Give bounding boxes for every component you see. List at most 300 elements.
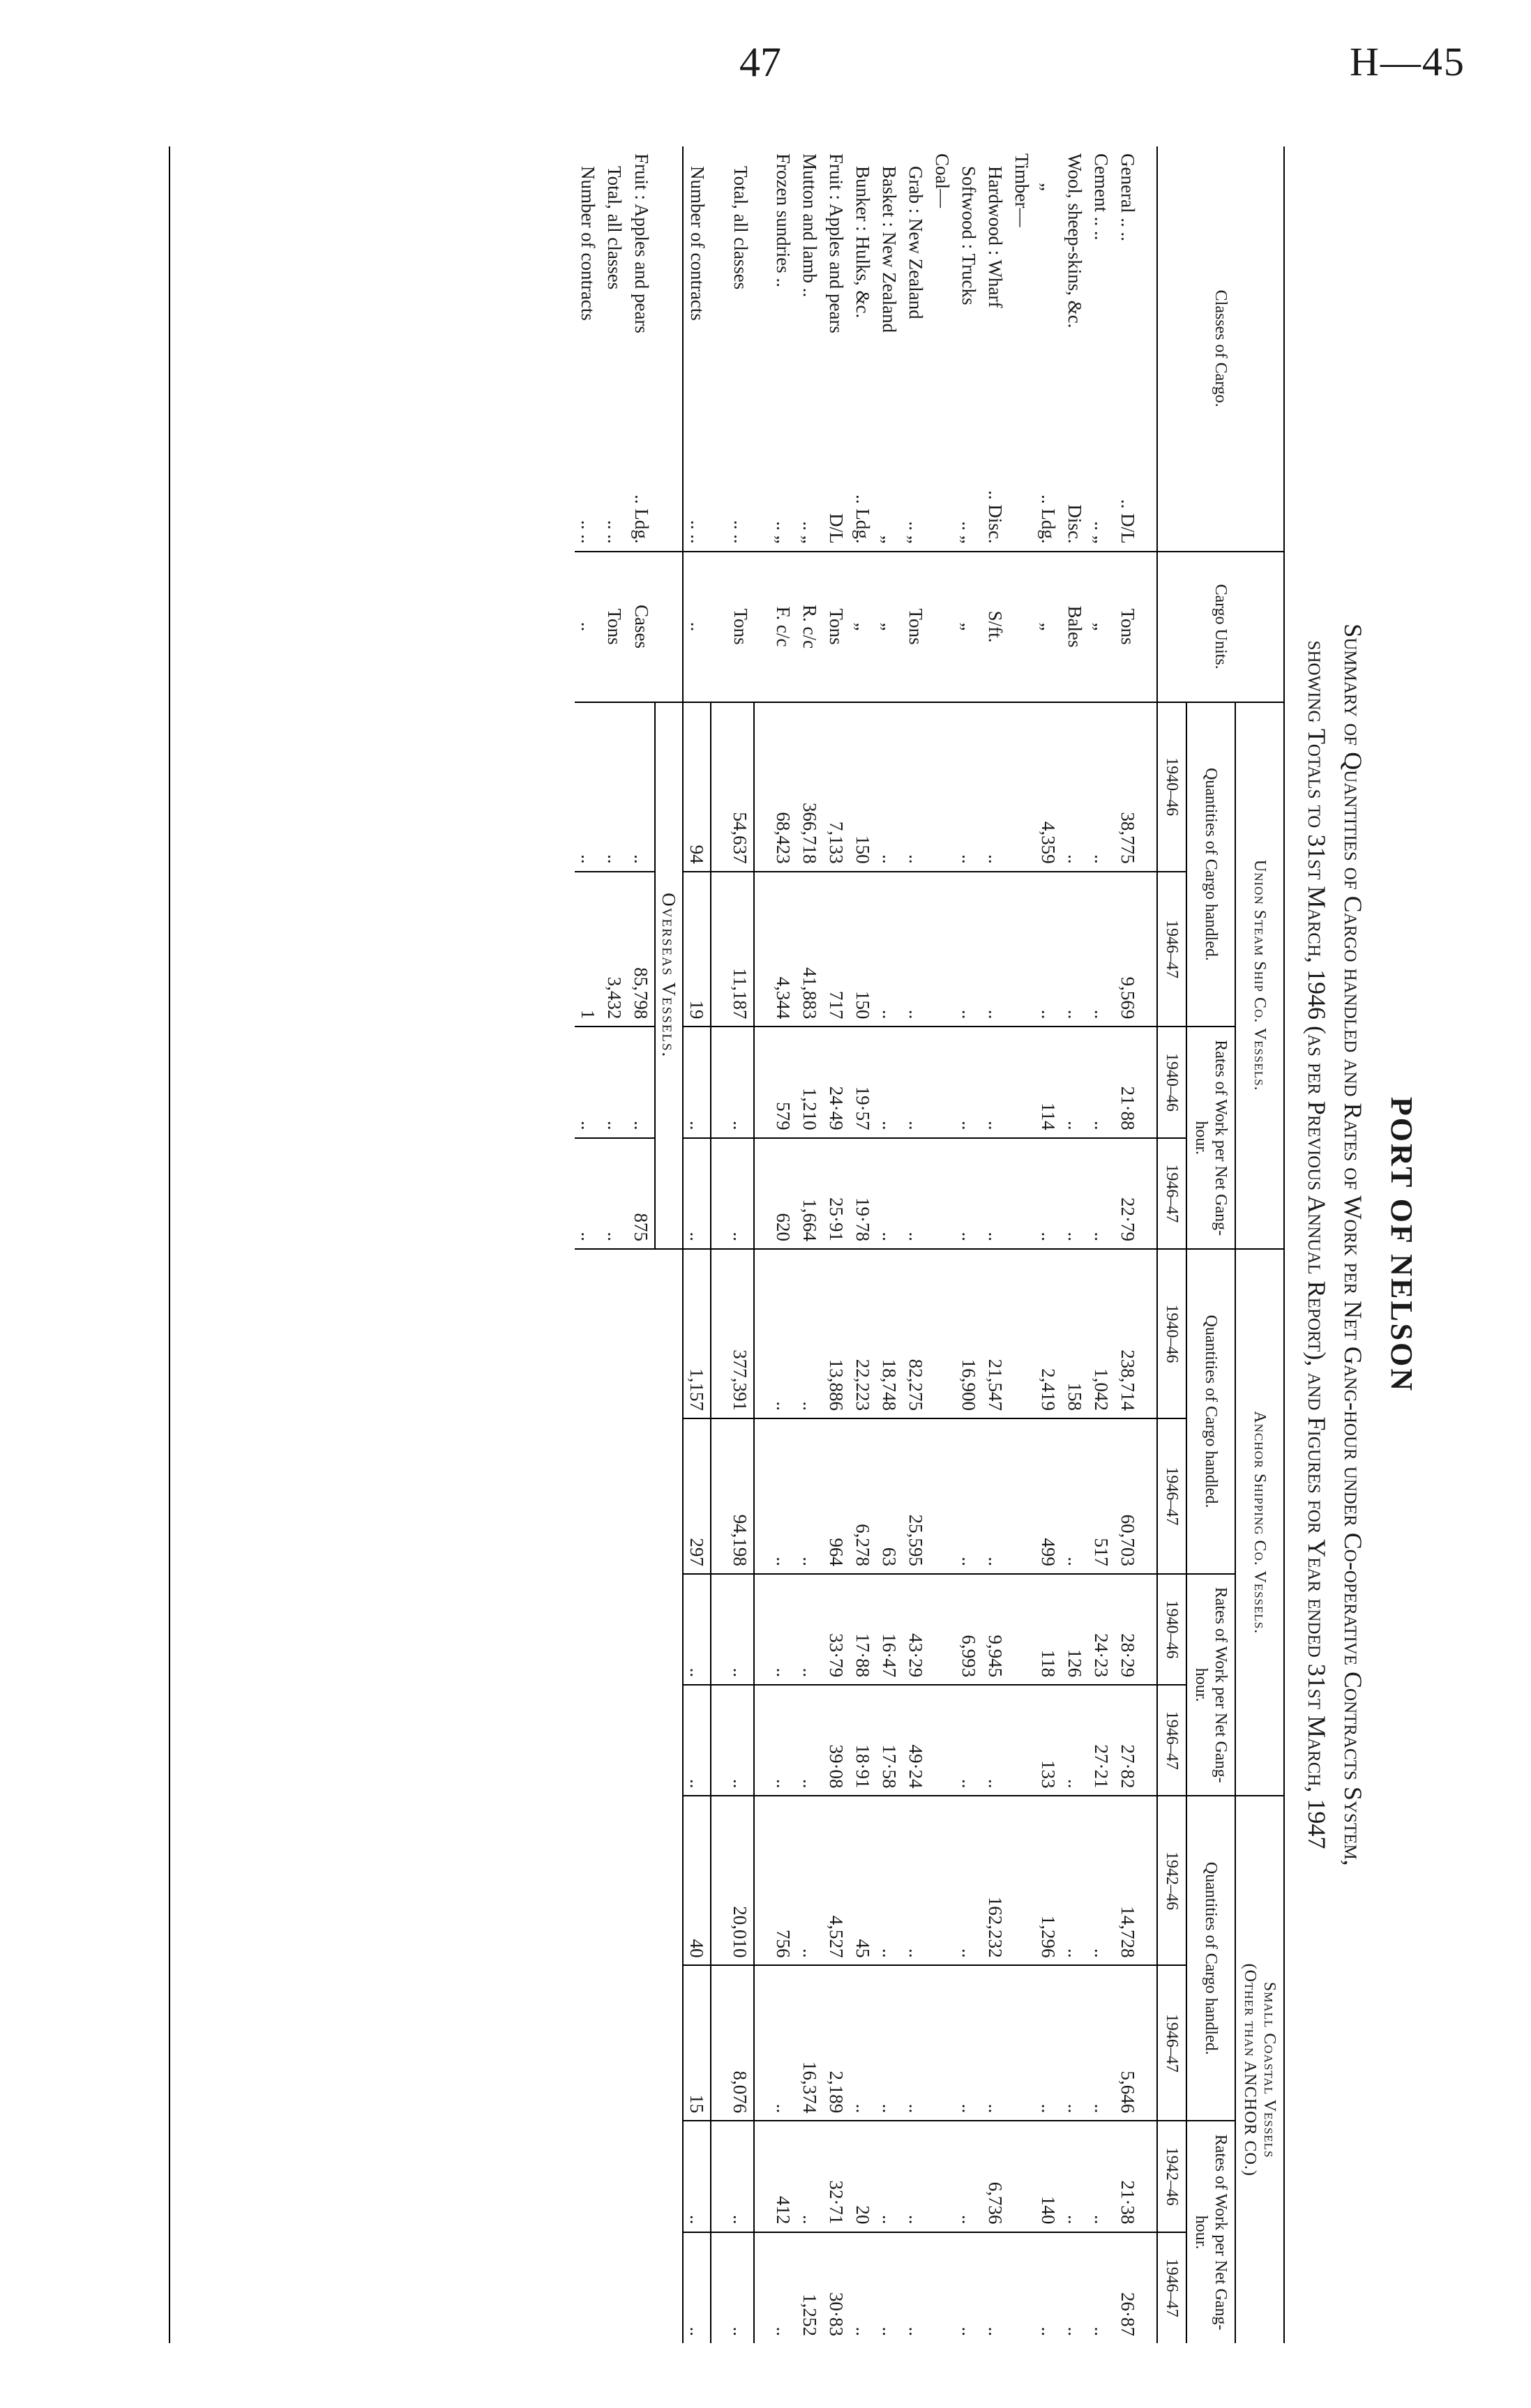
table-row xyxy=(956,146,982,2343)
data-cell xyxy=(929,1138,956,1249)
data-cell: 6,736 xyxy=(982,2121,1009,2232)
data-cell: 18,748 xyxy=(876,1249,903,1418)
data-cell: .. xyxy=(601,1138,628,1249)
row-direction: .. „ xyxy=(799,521,820,544)
data-cell: .. xyxy=(903,1027,929,1137)
data-cell: .. xyxy=(876,702,903,872)
data-cell: .. xyxy=(956,1965,982,2121)
data-cell: 2,419 xyxy=(1035,1249,1062,1418)
row-label xyxy=(727,146,754,552)
summary-line-1: Summary of Quantities of Cargo handled and Rates of Work per Net Gang-hour under Co-operative Contracts System, xyxy=(1339,623,1367,1866)
data-cell xyxy=(1009,1138,1035,1249)
data-cell: .. xyxy=(727,1138,754,1249)
data-cell: 8,076 xyxy=(727,1965,754,2121)
data-cell: .. xyxy=(727,1027,754,1137)
empty-cell xyxy=(628,1249,655,2343)
year-header: 1940–46 xyxy=(1157,1027,1186,1137)
data-cell: .. xyxy=(601,1027,628,1137)
data-cell: .. xyxy=(982,1965,1009,2121)
data-cell: 21,547 xyxy=(982,1249,1009,1418)
year-header: 1946–47 xyxy=(1157,1138,1186,1249)
cargo-unit: Bales xyxy=(1062,552,1088,702)
data-cell: .. xyxy=(1088,1027,1115,1137)
row-label-text: Coal— xyxy=(932,153,953,208)
summary-heading xyxy=(1299,146,1371,2343)
data-cell: .. xyxy=(1062,702,1088,872)
data-cell: 756 xyxy=(770,1796,797,1965)
row-direction: Disc. xyxy=(1064,504,1085,544)
row-label-text: Total, all classes xyxy=(604,166,625,290)
row-direction: .. .. xyxy=(687,520,708,544)
data-cell: .. xyxy=(876,1796,903,1965)
data-cell: .. xyxy=(1088,2121,1115,2232)
data-cell: .. xyxy=(982,2232,1009,2343)
data-cell: 19·78 xyxy=(850,1138,876,1249)
cargo-unit xyxy=(929,552,956,702)
data-cell: 40 xyxy=(683,1796,711,1965)
year-header: 1940–46 xyxy=(1157,1574,1186,1685)
row-label xyxy=(956,146,982,552)
data-cell: 517 xyxy=(1088,1418,1115,1574)
row-label xyxy=(1062,146,1088,552)
data-cell xyxy=(929,702,956,872)
row-label xyxy=(823,146,850,552)
table-row xyxy=(982,146,1009,2343)
data-cell: 17·58 xyxy=(876,1685,903,1796)
data-cell xyxy=(1009,702,1035,872)
data-cell: .. xyxy=(683,1027,711,1137)
data-cell: .. xyxy=(876,2232,903,2343)
data-cell: 45 xyxy=(850,1796,876,1965)
data-cell xyxy=(929,1965,956,2121)
cargo-unit: F. c/c xyxy=(770,552,797,702)
data-cell: 26·87 xyxy=(1115,2232,1141,2343)
data-cell: .. xyxy=(1062,1418,1088,1574)
data-cell: .. xyxy=(956,1796,982,1965)
data-cell: 28·29 xyxy=(1115,1574,1141,1685)
data-cell: 25,595 xyxy=(903,1418,929,1574)
data-cell: 412 xyxy=(770,2121,797,2232)
row-label xyxy=(1035,146,1062,552)
data-cell xyxy=(929,1685,956,1796)
data-cell: .. xyxy=(876,1965,903,2121)
row-label xyxy=(797,146,823,552)
data-cell: .. xyxy=(683,2232,711,2343)
row-direction: .. .. xyxy=(604,520,625,544)
row-label-text: Number of contracts xyxy=(578,166,598,321)
empty-cell xyxy=(601,1249,628,2343)
data-cell: 33·79 xyxy=(823,1574,850,1685)
table-row xyxy=(628,146,655,2343)
row-label-text: General .. .. xyxy=(1117,153,1138,241)
data-cell xyxy=(1009,1796,1035,1965)
data-cell: 366,718 xyxy=(797,702,823,872)
row-label xyxy=(1115,146,1141,552)
cargo-table-body xyxy=(575,146,1157,2343)
row-label-text: Frozen sundries .. xyxy=(773,153,794,287)
data-cell: 6,993 xyxy=(956,1574,982,1685)
data-cell xyxy=(929,872,956,1027)
row-direction: .. Ldg. xyxy=(631,494,652,544)
data-cell: 24·49 xyxy=(823,1027,850,1137)
year-header: 1940–46 xyxy=(1157,1249,1186,1418)
data-cell: 118 xyxy=(1035,1574,1062,1685)
data-cell: .. xyxy=(1062,1027,1088,1137)
cargo-unit: Tons xyxy=(727,552,754,702)
row-label-text: Wool, sheep-skins, &c. xyxy=(1064,153,1085,328)
sheet-identifier: H—45 xyxy=(1350,39,1465,84)
cargo-unit xyxy=(1009,552,1035,702)
data-cell: .. xyxy=(903,2121,929,2232)
data-cell: 140 xyxy=(1035,2121,1062,2232)
data-cell: 19·57 xyxy=(850,1027,876,1137)
data-cell: 30·83 xyxy=(823,2232,850,2343)
row-label xyxy=(982,146,1009,552)
data-cell: .. xyxy=(797,1249,823,1418)
table-row xyxy=(876,146,903,2343)
data-cell: .. xyxy=(1088,1965,1115,2121)
data-cell: .. xyxy=(770,1574,797,1685)
data-cell: 32·71 xyxy=(823,2121,850,2232)
data-cell: .. xyxy=(727,2232,754,2343)
row-label-text: Basket : New Zealand xyxy=(879,166,900,333)
page-number: 47 xyxy=(739,39,781,85)
data-cell: .. xyxy=(797,1574,823,1685)
table-row xyxy=(1088,146,1115,2343)
data-cell: .. xyxy=(770,1418,797,1574)
data-cell: 27·21 xyxy=(1088,1685,1115,1796)
row-label-text: Cement .. .. xyxy=(1091,153,1112,241)
data-cell: 16,374 xyxy=(797,1965,823,2121)
data-cell: 85,798 xyxy=(628,872,655,1027)
data-cell: 1 xyxy=(575,872,601,1027)
data-cell: .. xyxy=(797,1796,823,1965)
data-cell: .. xyxy=(1062,2232,1088,2343)
empty-cell xyxy=(575,1249,601,2343)
row-label xyxy=(628,146,655,552)
data-cell: .. xyxy=(903,1796,929,1965)
data-cell: .. xyxy=(683,2121,711,2232)
row-label xyxy=(903,146,929,552)
data-cell: .. xyxy=(876,1138,903,1249)
year-header: 1940–46 xyxy=(1157,702,1186,872)
row-direction: .. .. xyxy=(578,520,598,544)
overseas-header: Overseas Vessels. xyxy=(655,702,683,1249)
cargo-table xyxy=(575,146,1285,2343)
cargo-unit: Tons xyxy=(1115,552,1141,702)
data-cell: 499 xyxy=(1035,1418,1062,1574)
union-header: Union Steam Ship Co. Vessels. xyxy=(1235,702,1284,1249)
data-cell: 25·91 xyxy=(823,1138,850,1249)
data-cell: 13,886 xyxy=(823,1249,850,1418)
data-cell xyxy=(1009,1574,1035,1685)
row-direction: .. „ xyxy=(1091,521,1112,544)
data-cell xyxy=(1009,872,1035,1027)
data-cell: 1,157 xyxy=(683,1249,711,1418)
data-cell: 964 xyxy=(823,1418,850,1574)
year-header: 1946–47 xyxy=(1157,872,1186,1027)
data-cell: .. xyxy=(575,1027,601,1137)
data-cell: 579 xyxy=(770,1027,797,1137)
table-row xyxy=(850,146,876,2343)
data-cell: .. xyxy=(1088,702,1115,872)
data-cell: 1,296 xyxy=(1035,1796,1062,1965)
union-quantities-header: Quantities of Cargo handled. xyxy=(1186,702,1235,1027)
row-direction: .. Ldg. xyxy=(852,494,873,544)
table-row xyxy=(727,146,754,2343)
data-cell: 20,010 xyxy=(727,1796,754,1965)
data-cell: 43·29 xyxy=(903,1574,929,1685)
table-row xyxy=(1009,146,1035,2343)
row-direction: .. „ xyxy=(958,521,979,544)
small-quantities-header: Quantities of Cargo handled. xyxy=(1186,1796,1235,2121)
year-header: 1942–46 xyxy=(1157,1796,1186,1965)
row-label-text: Bunker : Hulks, &c. xyxy=(852,166,873,319)
data-cell: .. xyxy=(956,1027,982,1137)
data-cell: .. xyxy=(956,1138,982,1249)
cargo-unit: „ xyxy=(876,552,903,702)
data-cell: .. xyxy=(1088,1796,1115,1965)
summary-line-2: showing Totals to 31st March, 1946 (as per Previous Annual Report), and Figures for Year ended 31st March, 1947 xyxy=(1303,640,1331,1849)
small-coastal-header-line-1: Small Coastal Vessels xyxy=(1260,1981,1279,2158)
row-label xyxy=(850,146,876,552)
data-cell: .. xyxy=(575,702,601,872)
anchor-quantities-header: Quantities of Cargo handled. xyxy=(1186,1249,1235,1574)
year-header: 1946–47 xyxy=(1157,2232,1186,2343)
data-cell: .. xyxy=(1035,872,1062,1027)
row-label xyxy=(683,146,711,552)
data-cell: 94 xyxy=(683,702,711,872)
row-direction: D/L xyxy=(826,513,847,544)
data-cell: .. xyxy=(982,702,1009,872)
data-cell: .. xyxy=(876,2121,903,2232)
data-cell: 1,664 xyxy=(797,1138,823,1249)
cargo-unit: „ xyxy=(1035,552,1062,702)
data-cell: 19 xyxy=(683,872,711,1027)
data-cell: 21·38 xyxy=(1115,2121,1141,2232)
data-cell: .. xyxy=(770,2232,797,2343)
row-label xyxy=(770,146,797,552)
data-cell: .. xyxy=(956,872,982,1027)
data-cell: .. xyxy=(628,702,655,872)
data-cell: .. xyxy=(770,1249,797,1418)
data-cell: .. xyxy=(903,2232,929,2343)
data-cell: .. xyxy=(876,1027,903,1137)
data-cell: .. xyxy=(1035,2232,1062,2343)
table-row xyxy=(823,146,850,2343)
cargo-unit: Cases xyxy=(628,552,655,702)
data-cell: .. xyxy=(956,2232,982,2343)
row-label-text: Hardwood : Wharf xyxy=(985,166,1006,308)
data-cell xyxy=(929,1027,956,1137)
table-row xyxy=(683,146,711,2343)
data-cell: 3,432 xyxy=(601,872,628,1027)
data-cell: 2,189 xyxy=(823,1965,850,2121)
row-direction: .. „ xyxy=(773,521,794,544)
row-label-text: „ xyxy=(1038,183,1059,191)
data-cell: 17·88 xyxy=(850,1574,876,1685)
cargo-unit: Tons xyxy=(601,552,628,702)
table-row xyxy=(797,146,823,2343)
table-row xyxy=(575,146,601,2343)
data-cell: 7,133 xyxy=(823,702,850,872)
data-cell: .. xyxy=(1062,1965,1088,2121)
data-cell: .. xyxy=(1062,1685,1088,1796)
row-label-text: Timber— xyxy=(1011,153,1032,227)
data-cell: 4,344 xyxy=(770,872,797,1027)
row-direction: .. Disc. xyxy=(985,490,1006,544)
data-cell: .. xyxy=(982,1138,1009,1249)
data-cell: .. xyxy=(982,1685,1009,1796)
data-cell: 9,945 xyxy=(982,1574,1009,1685)
data-cell: 20 xyxy=(850,2121,876,2232)
data-cell: .. xyxy=(956,2121,982,2232)
data-cell: .. xyxy=(982,1027,1009,1137)
anchor-header: Anchor Shipping Co. Vessels. xyxy=(1235,1249,1284,1796)
row-label xyxy=(876,146,903,552)
small-coastal-header xyxy=(1235,1796,1284,2343)
row-direction: .. .. xyxy=(730,520,751,544)
data-cell: 1,252 xyxy=(797,2232,823,2343)
data-cell: .. xyxy=(903,872,929,1027)
data-cell xyxy=(1009,1027,1035,1137)
data-cell xyxy=(1009,2121,1035,2232)
row-label xyxy=(575,146,601,552)
data-cell: .. xyxy=(797,2121,823,2232)
data-cell: .. xyxy=(850,2232,876,2343)
row-direction: .. Ldg. xyxy=(1038,494,1059,544)
data-cell xyxy=(1009,1418,1035,1574)
data-cell: .. xyxy=(903,1138,929,1249)
data-cell: 60,703 xyxy=(1115,1418,1141,1574)
data-cell: 63 xyxy=(876,1418,903,1574)
cargo-unit: Tons xyxy=(903,552,929,702)
data-cell: 297 xyxy=(683,1418,711,1574)
data-cell xyxy=(929,1249,956,1418)
data-cell: 717 xyxy=(823,872,850,1027)
data-cell: .. xyxy=(797,1685,823,1796)
data-cell: 22,223 xyxy=(850,1249,876,1418)
cargo-unit: Tons xyxy=(823,552,850,702)
row-label-text: Total, all classes xyxy=(730,166,751,290)
data-cell: .. xyxy=(1088,1138,1115,1249)
data-cell: .. xyxy=(956,1418,982,1574)
data-cell: 9,569 xyxy=(1115,872,1141,1027)
anchor-rates-header: Rates of Work per Net Gang-hour. xyxy=(1186,1574,1235,1796)
cargo-unit: „ xyxy=(1088,552,1115,702)
data-cell: .. xyxy=(876,872,903,1027)
data-cell xyxy=(1009,2232,1035,2343)
data-cell: 68,423 xyxy=(770,702,797,872)
data-cell: 114 xyxy=(1035,1027,1062,1137)
row-label xyxy=(601,146,628,552)
data-cell: 82,275 xyxy=(903,1249,929,1418)
data-cell: .. xyxy=(683,1685,711,1796)
data-cell: .. xyxy=(1088,2232,1115,2343)
data-cell: .. xyxy=(770,1685,797,1796)
data-cell: .. xyxy=(727,1685,754,1796)
table-row xyxy=(1035,146,1062,2343)
row-label-text: Grab : New Zealand xyxy=(905,166,926,319)
year-header: 1946–47 xyxy=(1157,1965,1186,2121)
data-cell xyxy=(1009,1685,1035,1796)
data-cell: 41,883 xyxy=(797,872,823,1027)
data-cell: 6,278 xyxy=(850,1418,876,1574)
data-cell: .. xyxy=(1062,2121,1088,2232)
data-cell: 1,210 xyxy=(797,1027,823,1137)
row-label-text: Fruit : Apples and pears xyxy=(826,153,847,333)
data-cell: .. xyxy=(797,1418,823,1574)
data-cell: 5,646 xyxy=(1115,1965,1141,2121)
row-label-text: Fruit : Apples and pears xyxy=(631,153,652,333)
data-cell: .. xyxy=(1088,872,1115,1027)
data-cell: 238,714 xyxy=(1115,1249,1141,1418)
data-cell xyxy=(929,1796,956,1965)
year-header: 1946–47 xyxy=(1157,1685,1186,1796)
row-label-text: Number of contracts xyxy=(687,166,708,321)
data-cell: 158 xyxy=(1062,1249,1088,1418)
data-cell: .. xyxy=(1035,1138,1062,1249)
data-cell: .. xyxy=(1035,1965,1062,2121)
row-direction: .. D/L xyxy=(1117,499,1138,544)
data-cell xyxy=(929,2121,956,2232)
small-rates-header: Rates of Work per Net Gang-hour. xyxy=(1186,2121,1235,2343)
data-cell: .. xyxy=(770,1965,797,2121)
data-cell: .. xyxy=(601,702,628,872)
data-cell: 22·79 xyxy=(1115,1138,1141,1249)
data-cell: .. xyxy=(956,702,982,872)
cargo-unit: „ xyxy=(956,552,982,702)
year-header: 1942–46 xyxy=(1157,2121,1186,2232)
row-label-text: Softwood : Trucks xyxy=(958,166,979,305)
table-row xyxy=(601,146,628,2343)
data-cell: 27·82 xyxy=(1115,1685,1141,1796)
data-cell: 21·88 xyxy=(1115,1027,1141,1137)
data-cell: 49·24 xyxy=(903,1685,929,1796)
data-cell: .. xyxy=(683,1574,711,1685)
data-cell: 39·08 xyxy=(823,1685,850,1796)
table-row xyxy=(770,146,797,2343)
data-cell xyxy=(929,1574,956,1685)
table-row xyxy=(903,146,929,2343)
data-cell: .. xyxy=(628,1027,655,1137)
data-cell: .. xyxy=(903,1965,929,2121)
cargo-units-header: Cargo Units. xyxy=(1157,552,1284,702)
data-cell: .. xyxy=(982,1418,1009,1574)
data-cell: 1,042 xyxy=(1088,1249,1115,1418)
row-label xyxy=(1088,146,1115,552)
data-cell: 150 xyxy=(850,872,876,1027)
data-cell xyxy=(929,1418,956,1574)
data-cell: .. xyxy=(1062,872,1088,1027)
data-cell: 15 xyxy=(683,1965,711,2121)
cargo-unit: S/ft. xyxy=(982,552,1009,702)
rotated-table-panel xyxy=(174,146,1419,2343)
data-cell: 150 xyxy=(850,702,876,872)
data-cell: 162,232 xyxy=(982,1796,1009,1965)
table-row xyxy=(1115,146,1141,2343)
data-cell: 54,637 xyxy=(727,702,754,872)
data-cell: .. xyxy=(1062,1138,1088,1249)
data-cell: 18·91 xyxy=(850,1685,876,1796)
row-label xyxy=(929,146,956,552)
year-header: 1946–47 xyxy=(1157,1418,1186,1574)
classes-of-cargo-header: Classes of Cargo. xyxy=(1157,146,1284,552)
row-direction: „ xyxy=(879,535,900,544)
table-row xyxy=(929,146,956,2343)
data-cell: .. xyxy=(982,872,1009,1027)
cargo-unit: R. c/c xyxy=(797,552,823,702)
